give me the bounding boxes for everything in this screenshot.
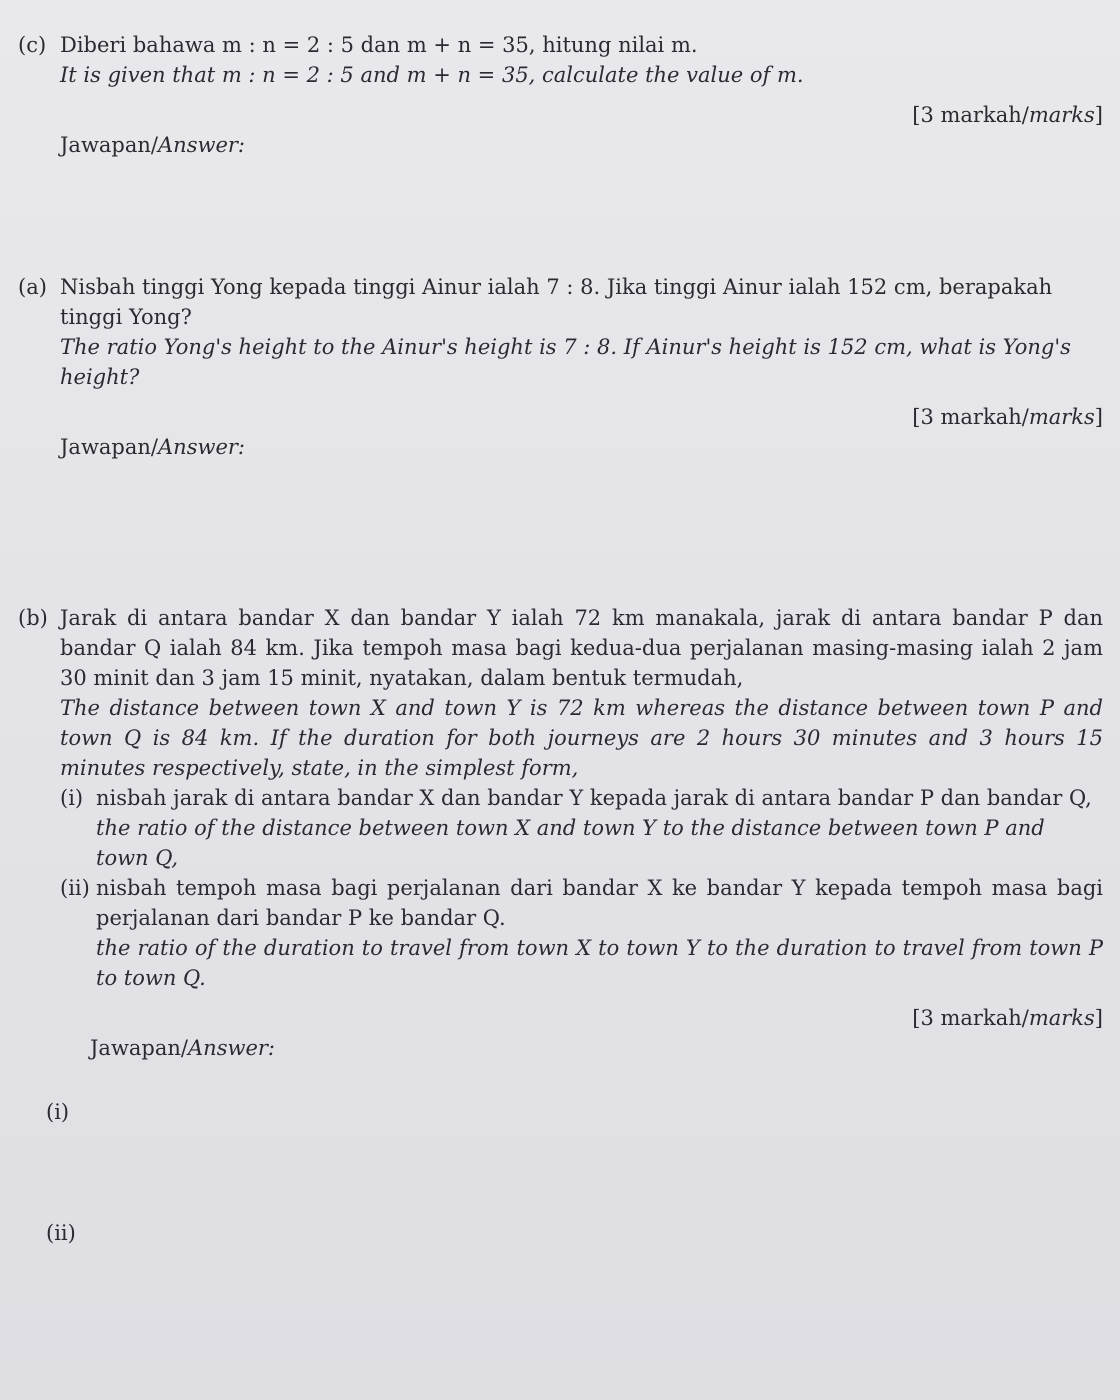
question-b-sub-i-text-en: the ratio of the distance between town X and town Y to the distance between town P and town Q, [96, 816, 1045, 870]
question-b-sub-ii-label: (ii) [60, 876, 90, 900]
question-b-label: (b) [18, 606, 48, 630]
question-b-sub-ii-text-ms: nisbah tempoh masa bagi perjalanan dari bandar X ke bandar Y kepada tempoh masa bagi perjalanan dari bandar P ke bandar Q. [96, 876, 1103, 930]
question-c [18, 30, 1103, 160]
answer-part-ii-label: (ii) [46, 1221, 76, 1245]
question-b-answer-label: Jawapan/Answer: [90, 1036, 275, 1060]
question-b-text-en: The distance between town X and town Y is 72 km whereas the distance between town P and town Q is 84 km. If the duration for both journeys are 2 hours 30 minutes and 3 hours 15 minutes respectively, state, in the simplest form, [60, 696, 1103, 780]
question-c-label: (c) [18, 33, 47, 57]
answer-part-i-label: (i) [46, 1100, 70, 1124]
question-c-answer-label: Jawapan/Answer: [60, 133, 245, 157]
question-b-sub-i-text-ms: nisbah jarak di antara bandar X dan bandar Y kepada jarak di antara bandar P dan bandar Q, [96, 786, 1092, 810]
question-b-marks: [3 markah/marks] [912, 1006, 1103, 1030]
question-c-text-ms: Diberi bahawa m : n = 2 : 5 dan m + n = 35, hitung nilai m. [60, 33, 698, 57]
question-b [18, 603, 1103, 1063]
question-a-text-ms: Nisbah tinggi Yong kepada tinggi Ainur ialah 7 : 8. Jika tinggi Ainur ialah 152 cm, berapakah tinggi Yong? [60, 275, 1053, 329]
question-a [18, 272, 1103, 462]
question-a-marks: [3 markah/marks] [912, 405, 1103, 429]
question-a-label: (a) [18, 275, 47, 299]
question-b-sub-i [60, 783, 1103, 873]
question-b-sub-i-label: (i) [60, 786, 84, 810]
question-a-answer-label: Jawapan/Answer: [60, 435, 245, 459]
question-c-text-en: It is given that m : n = 2 : 5 and m + n = 35, calculate the value of m. [60, 63, 804, 87]
question-b-text-ms: Jarak di antara bandar X dan bandar Y ialah 72 km manakala, jarak di antara bandar P dan bandar Q ialah 84 km. Jika tempoh masa bagi kedua-dua perjalanan masing-masing ialah 2 jam 30 minit dan 3 jam 15 minit, nyatakan, dalam bentuk termudah, [60, 606, 1103, 690]
question-b-sub-ii-text-en: the ratio of the duration to travel from town X to town Y to the duration to travel from town P to town Q. [96, 936, 1103, 990]
question-b-sub-ii [60, 873, 1103, 993]
question-c-marks: [3 markah/marks] [912, 103, 1103, 127]
question-a-text-en: The ratio Yong's height to the Ainur's height is 7 : 8. If Ainur's height is 152 cm, what is Yong's height? [60, 335, 1071, 389]
